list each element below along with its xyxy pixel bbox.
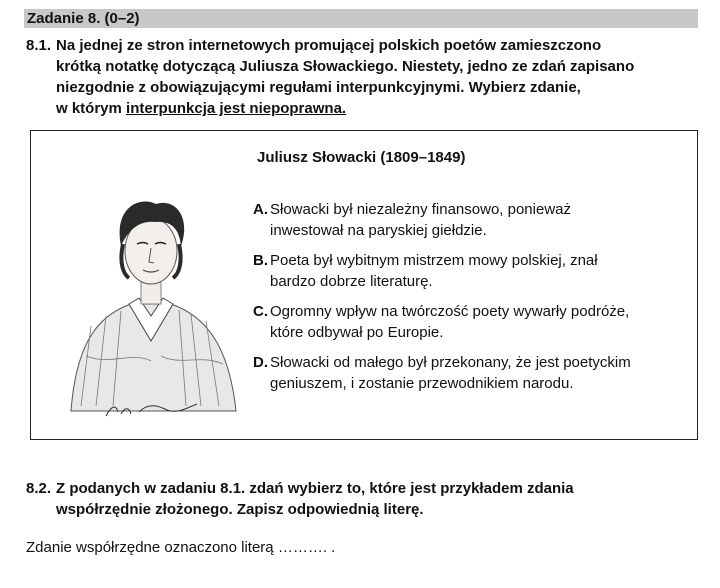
box-title: Juliusz Słowacki (1809–1849)	[257, 149, 466, 166]
question-line: Na jednej ze stron internetowych promującej polskich poetów zamieszczono	[56, 37, 602, 54]
option-text	[270, 250, 683, 292]
option-line: Ogromny wpływ na twórczość poety wywarły podróże,	[270, 303, 630, 320]
question-line-prefix: w którym	[56, 100, 127, 117]
option-text	[270, 301, 683, 343]
question-number: 8.2.	[26, 480, 52, 497]
option-line: bardzo dobrze literaturę.	[270, 273, 433, 290]
info-box	[30, 130, 698, 440]
answer-line: Zdanie współrzędne oznaczono literą ………. .	[26, 539, 336, 556]
question-line: Z podanych w zadaniu 8.1. zdań wybierz to, które jest przykładem zdania	[56, 480, 574, 497]
portrait-illustration	[51, 166, 251, 431]
option-line: inwestował na paryskiej giełdzie.	[270, 222, 487, 239]
option-text	[270, 352, 683, 394]
option-a	[253, 199, 683, 241]
option-line: które odbywał po Europie.	[270, 324, 444, 341]
option-line: Słowacki był niezależny finansowo, ponieważ	[270, 201, 571, 218]
option-b	[253, 250, 683, 292]
question-line: krótką notatkę dotyczącą Juliusza Słowackiego. Niestety, jedno ze zdań zapisano	[56, 58, 635, 75]
option-letter: A.	[253, 201, 268, 218]
option-letter: C.	[253, 303, 268, 320]
option-line: Poeta był wybitnym mistrzem mowy polskiej, znał	[270, 252, 598, 269]
option-letter: B.	[253, 252, 268, 269]
option-line: geniuszem, i zostanie przewodnikiem narodu.	[270, 375, 574, 392]
option-letter: D.	[253, 354, 268, 371]
question-line	[56, 98, 706, 119]
task-header: Zadanie 8. (0–2)	[24, 9, 698, 28]
option-text	[270, 199, 683, 241]
question-line: współrzędnie złożonego. Zapisz odpowiednią literę.	[56, 501, 424, 518]
question-line: niezgodnie z obowiązującymi regułami interpunkcyjnymi. Wybierz zdanie,	[56, 79, 581, 96]
option-d	[253, 352, 683, 394]
option-line: Słowacki od małego był przekonany, że jest poetyckim	[270, 354, 631, 371]
option-c	[253, 301, 683, 343]
question-text	[56, 478, 706, 520]
question-number: 8.1.	[26, 37, 52, 54]
question-text	[56, 35, 706, 119]
underlined-phrase: interpunkcja jest niepoprawna.	[126, 100, 347, 117]
